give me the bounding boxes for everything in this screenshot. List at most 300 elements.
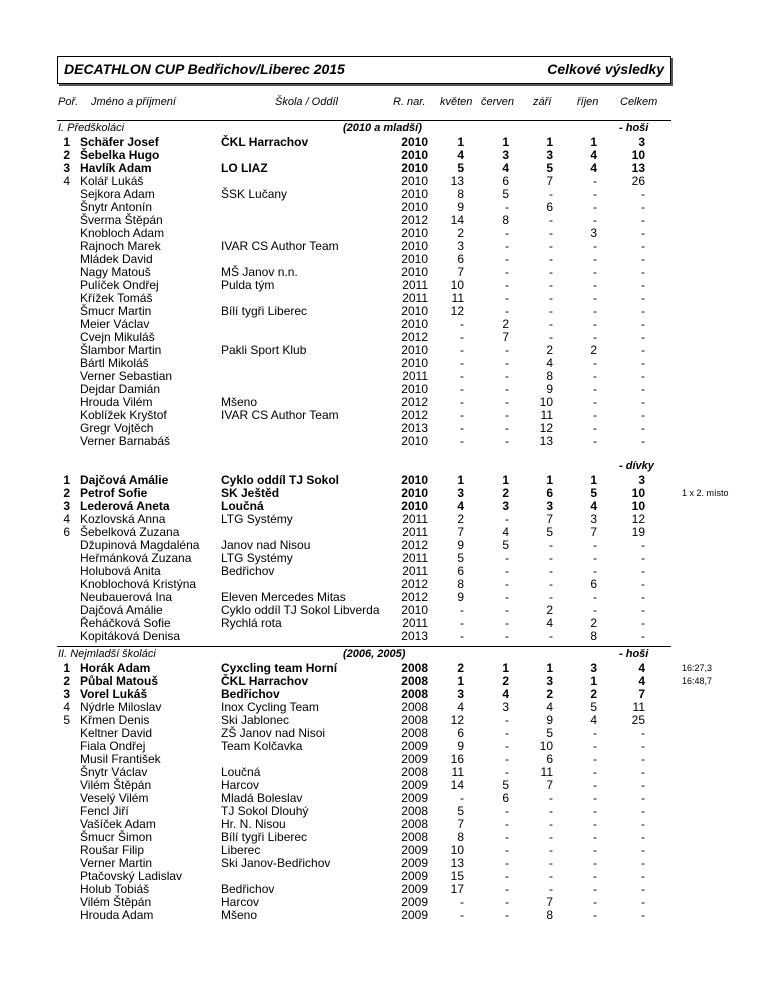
cell-total: 19: [631, 525, 645, 539]
cell-m2: -: [505, 739, 509, 753]
col-header-june: červen: [481, 96, 515, 108]
cell-year: 2008: [401, 804, 428, 818]
cell-total: 25: [631, 713, 645, 727]
cell-year: 2008: [401, 765, 428, 779]
cell-m3: -: [549, 265, 553, 279]
cell-m3: 6: [546, 486, 553, 500]
cell-m1: 5: [457, 161, 464, 175]
cell-total: 13: [631, 161, 645, 175]
cell-m4: -: [593, 739, 597, 753]
cell-club: Cyklo oddíl TJ Sokol: [221, 473, 340, 487]
cell-club: Cyxcling team Horní: [221, 661, 338, 675]
cell-name: Schäfer Josef: [80, 135, 159, 149]
cell-total: -: [641, 356, 645, 370]
cell-total: 4: [638, 661, 645, 675]
cell-name: Knobloch Adam: [80, 226, 165, 240]
cell-m1: -: [460, 434, 464, 448]
cell-m2: -: [505, 856, 509, 870]
cell-club: SK Ještěd: [221, 486, 280, 500]
cell-total: 7: [638, 687, 645, 701]
col-header-club: Škola / Oddíl: [275, 96, 338, 108]
cell-m2: 5: [502, 187, 509, 201]
cell-year: 2010: [401, 135, 428, 149]
cell-total: 12: [631, 512, 645, 526]
cell-m2: 6: [502, 174, 509, 188]
cell-year: 2009: [401, 843, 428, 857]
cell-m3: -: [549, 629, 553, 643]
cell-m1: 2: [457, 512, 464, 526]
col-header-year: R. nar.: [393, 96, 426, 108]
cell-m1: -: [460, 791, 464, 805]
cell-name: Kolář Lukáš: [80, 174, 144, 188]
cell-m2: -: [505, 804, 509, 818]
cell-m4: -: [593, 551, 597, 565]
cell-m2: -: [505, 200, 509, 214]
cell-year: 2010: [401, 382, 428, 396]
cell-m2: -: [505, 304, 509, 318]
cell-pos: 1: [63, 661, 70, 675]
cell-pos: 5: [63, 713, 70, 727]
cell-club: ŠSK Lučany: [221, 187, 288, 201]
cell-m4: 4: [590, 161, 597, 175]
cell-m2: -: [505, 882, 509, 896]
cell-club: Rychlá rota: [221, 616, 282, 630]
cell-m3: -: [549, 843, 553, 857]
cell-m3: 3: [546, 674, 553, 688]
cell-m2: 4: [502, 161, 509, 175]
cell-year: 2013: [401, 421, 428, 435]
cell-m3: -: [549, 882, 553, 896]
cell-m4: -: [593, 830, 597, 844]
cell-total: 3: [638, 135, 645, 149]
cell-m3: 2: [546, 687, 553, 701]
cell-m4: -: [593, 817, 597, 831]
cell-name: Holubová Anita: [80, 564, 161, 578]
cell-name: Mládek David: [80, 252, 153, 266]
cell-total: -: [641, 330, 645, 344]
cell-club: Harcov: [221, 895, 260, 909]
cell-m4: -: [593, 369, 597, 383]
cell-m3: 9: [546, 382, 553, 396]
cell-year: 2010: [401, 486, 428, 500]
cell-m1: 1: [457, 674, 464, 688]
cell-total: -: [641, 882, 645, 896]
cell-pos: 3: [63, 499, 70, 513]
cell-m3: -: [549, 317, 553, 331]
table-row: [0, 909, 768, 922]
cell-year: 2012: [401, 408, 428, 422]
section-category: - dívky: [619, 460, 654, 472]
cell-name: Sejkora Adam: [80, 187, 155, 201]
cell-m4: -: [593, 265, 597, 279]
cell-total: 4: [638, 674, 645, 688]
section-divider: [57, 646, 671, 647]
cell-name: Heřmánková Zuzana: [80, 551, 192, 565]
cell-total: -: [641, 265, 645, 279]
cell-m2: -: [505, 278, 509, 292]
cell-m4: 3: [590, 661, 597, 675]
cell-m2: -: [505, 382, 509, 396]
cell-pos: 2: [63, 486, 70, 500]
cell-m1: 12: [450, 713, 464, 727]
cell-year: 2010: [401, 317, 428, 331]
cell-name: Kozlovská Anna: [80, 512, 166, 526]
cell-club: Liberec: [221, 843, 261, 857]
cell-year: 2008: [401, 687, 428, 701]
cell-m1: -: [460, 616, 464, 630]
cell-name: Půbal Matouš: [80, 674, 159, 688]
cell-year: 2008: [401, 700, 428, 714]
cell-m1: 11: [451, 291, 464, 305]
cell-m4: 1: [590, 135, 597, 149]
cell-m2: -: [505, 343, 509, 357]
cell-m3: 10: [539, 395, 553, 409]
cell-m4: -: [593, 317, 597, 331]
cell-name: Petrof Sofie: [80, 486, 148, 500]
cell-m1: 14: [450, 213, 464, 227]
cell-m2: -: [505, 629, 509, 643]
cell-m1: 12: [450, 304, 464, 318]
cell-m1: 6: [457, 252, 464, 266]
cell-total: -: [641, 291, 645, 305]
cell-name: Cvejn Mikuláš: [80, 330, 155, 344]
cell-m1: 13: [450, 856, 464, 870]
cell-name: Kopitáková Denisa: [80, 629, 181, 643]
cell-year: 2010: [401, 174, 428, 188]
cell-m2: 4: [502, 525, 509, 539]
cell-m3: 11: [540, 765, 553, 779]
cell-m3: -: [549, 577, 553, 591]
cell-total: -: [641, 382, 645, 396]
cell-total: -: [641, 791, 645, 805]
cell-m3: 5: [546, 161, 553, 175]
cell-name: Šnytr Václav: [80, 765, 148, 779]
cell-m3: 10: [539, 739, 553, 753]
cell-m2: -: [505, 356, 509, 370]
cell-total: 10: [631, 148, 645, 162]
cell-m4: -: [593, 908, 597, 922]
cell-m1: 4: [457, 148, 464, 162]
cell-year: 2011: [402, 564, 428, 578]
cell-year: 2009: [401, 752, 428, 766]
cell-m2: -: [505, 564, 509, 578]
cell-m1: 8: [457, 830, 464, 844]
section-divider: [57, 120, 671, 121]
cell-club: Mšeno: [221, 395, 258, 409]
cell-m1: -: [460, 317, 464, 331]
cell-m2: -: [505, 726, 509, 740]
cell-m2: -: [505, 713, 509, 727]
cell-m3: 7: [546, 895, 553, 909]
cell-m3: 6: [546, 752, 553, 766]
cell-m3: -: [549, 551, 553, 565]
cell-m3: -: [549, 330, 553, 344]
cell-m1: 5: [457, 551, 464, 565]
cell-total: -: [641, 629, 645, 643]
cell-name: Nagy Matouš: [80, 265, 151, 279]
cell-name: Rajnoch Marek: [80, 239, 161, 253]
cell-name: Koblížek Kryštof: [80, 408, 167, 422]
cell-name: Křmen Denis: [80, 713, 150, 727]
cell-year: 2010: [401, 161, 428, 175]
cell-total: 11: [632, 700, 645, 714]
cell-name: Šebelka Hugo: [80, 148, 160, 162]
cell-club: IVAR CS Author Team: [221, 239, 339, 253]
cell-year: 2010: [401, 473, 428, 487]
cell-pos: 6: [63, 525, 70, 539]
cell-pos: 1: [63, 473, 70, 487]
col-header-september: září: [533, 96, 552, 108]
cell-m4: -: [593, 330, 597, 344]
cell-name: Knoblochová Kristýna: [80, 577, 197, 591]
cell-total: -: [641, 200, 645, 214]
cell-m1: -: [460, 603, 464, 617]
cell-m1: 6: [457, 564, 464, 578]
cell-name: Dejdar Damián: [80, 382, 161, 396]
cell-name: Džupinová Magdaléna: [80, 538, 200, 552]
cell-m3: 3: [546, 499, 553, 513]
cell-m4: -: [593, 200, 597, 214]
cell-m4: -: [593, 538, 597, 552]
cell-m4: 3: [590, 226, 597, 240]
cell-m1: 1: [457, 135, 464, 149]
cell-m4: -: [593, 421, 597, 435]
cell-year: 2008: [401, 661, 428, 675]
cell-m3: 8: [546, 908, 553, 922]
cell-total: 10: [631, 499, 645, 513]
cell-club: Bílí tygři Liberec: [221, 830, 308, 844]
cell-m4: 4: [590, 713, 597, 727]
cell-m1: 8: [457, 187, 464, 201]
cell-total: -: [641, 564, 645, 578]
cell-club: IVAR CS Author Team: [221, 408, 339, 422]
cell-club: ČKL Harrachov: [221, 674, 309, 688]
cell-m1: 3: [457, 687, 464, 701]
cell-year: 2009: [401, 869, 428, 883]
cell-m1: 15: [450, 869, 464, 883]
cell-m2: -: [505, 408, 509, 422]
cell-pos: 4: [63, 174, 70, 188]
cell-club: Hr. N. Nisou: [221, 817, 286, 831]
cell-m2: -: [505, 765, 509, 779]
cell-m1: -: [460, 629, 464, 643]
cell-m3: 9: [546, 713, 553, 727]
cell-m1: 2: [457, 661, 464, 675]
cell-year: 2012: [401, 590, 428, 604]
cell-m3: -: [549, 538, 553, 552]
cell-year: 2010: [401, 304, 428, 318]
cell-m4: -: [593, 408, 597, 422]
cell-m4: -: [593, 843, 597, 857]
cell-m3: 2: [546, 343, 553, 357]
cell-m1: 1: [457, 473, 464, 487]
cell-m3: 5: [546, 525, 553, 539]
title-bar: [57, 56, 671, 84]
cell-m4: -: [593, 239, 597, 253]
cell-total: 3: [638, 473, 645, 487]
cell-m2: -: [505, 395, 509, 409]
cell-club: Bedřichov: [221, 687, 280, 701]
cell-m1: 9: [457, 538, 464, 552]
cell-m2: -: [505, 421, 509, 435]
cell-m4: -: [593, 382, 597, 396]
cell-m1: -: [460, 908, 464, 922]
cell-m2: -: [505, 869, 509, 883]
cell-m1: 8: [457, 577, 464, 591]
cell-m3: -: [549, 869, 553, 883]
cell-name: Šnytr Antonín: [80, 200, 153, 214]
cell-name: Veselý Vilém: [80, 791, 149, 805]
cell-pos: 3: [63, 161, 70, 175]
cell-m3: 3: [546, 148, 553, 162]
cell-club: ČKL Harrachov: [221, 135, 309, 149]
cell-name: Horák Adam: [80, 661, 151, 675]
cell-m2: -: [505, 616, 509, 630]
document-title: DECATHLON CUP Bedřichov/Liberec 2015: [64, 61, 345, 77]
cell-club: Ski Janov-Bedřichov: [221, 856, 331, 870]
cell-club: MŠ Janov n.n.: [221, 265, 298, 279]
cell-name: Vilém Štěpán: [80, 895, 152, 909]
cell-m3: 8: [546, 369, 553, 383]
cell-m3: 7: [546, 778, 553, 792]
cell-m4: -: [593, 356, 597, 370]
cell-m2: -: [505, 830, 509, 844]
cell-name: Šmucr Martin: [80, 304, 152, 318]
cell-year: 2010: [401, 343, 428, 357]
cell-m3: -: [549, 291, 553, 305]
cell-m4: -: [593, 278, 597, 292]
cell-total: -: [641, 395, 645, 409]
cell-m3: 12: [539, 421, 553, 435]
cell-total: -: [641, 590, 645, 604]
cell-total: -: [641, 765, 645, 779]
cell-m1: 14: [450, 778, 464, 792]
cell-m2: -: [505, 895, 509, 909]
cell-total: -: [641, 213, 645, 227]
cell-m2: 4: [502, 687, 509, 701]
cell-year: 2010: [401, 187, 428, 201]
cell-m3: 2: [546, 603, 553, 617]
cell-m3: -: [549, 791, 553, 805]
cell-m1: -: [460, 395, 464, 409]
cell-m4: -: [593, 304, 597, 318]
cell-total: -: [641, 908, 645, 922]
cell-m1: -: [460, 330, 464, 344]
cell-name: Šlambor Martin: [80, 343, 162, 357]
cell-year: 2008: [401, 726, 428, 740]
section-years: (2006, 2005): [343, 648, 406, 660]
col-header-pos: Poř.: [58, 96, 79, 108]
cell-m4: -: [593, 291, 597, 305]
cell-name: Šebelková Zuzana: [80, 525, 180, 539]
cell-m2: -: [505, 752, 509, 766]
cell-year: 2012: [401, 395, 428, 409]
cell-name: Ptačovský Ladislav: [80, 869, 183, 883]
cell-m3: 5: [546, 726, 553, 740]
cell-club: LTG Systémy: [221, 512, 293, 526]
cell-m1: 2: [457, 226, 464, 240]
cell-name: Neubauerová Ina: [80, 590, 173, 604]
cell-club: Cyklo oddíl TJ Sokol Libverda: [221, 603, 380, 617]
cell-name: Bártl Mikoláš: [80, 356, 149, 370]
cell-m4: -: [593, 895, 597, 909]
cell-pos: 3: [63, 687, 70, 701]
cell-m3: -: [549, 213, 553, 227]
cell-m1: 16: [450, 752, 464, 766]
cell-total: -: [641, 304, 645, 318]
cell-club: Mladá Boleslav: [221, 791, 303, 805]
cell-m2: -: [505, 369, 509, 383]
cell-m1: -: [460, 895, 464, 909]
cell-m4: 2: [590, 616, 597, 630]
cell-m2: -: [505, 577, 509, 591]
cell-year: 2010: [401, 252, 428, 266]
section-category: - hoši: [619, 122, 649, 134]
cell-m2: -: [505, 551, 509, 565]
cell-year: 2012: [401, 577, 428, 591]
cell-name: Lederová Aneta: [80, 499, 170, 513]
cell-total: 10: [631, 486, 645, 500]
cell-year: 2010: [401, 226, 428, 240]
cell-name: Holub Tobiáš: [80, 882, 150, 896]
cell-total: -: [641, 843, 645, 857]
cell-total: -: [641, 778, 645, 792]
cell-m4: 3: [590, 512, 597, 526]
cell-m1: 7: [457, 525, 464, 539]
cell-year: 2010: [401, 265, 428, 279]
cell-m3: 13: [539, 434, 553, 448]
cell-total: -: [641, 538, 645, 552]
cell-m1: 7: [457, 817, 464, 831]
cell-m2: -: [505, 512, 509, 526]
cell-m1: -: [460, 408, 464, 422]
cell-total: -: [641, 551, 645, 565]
cell-m3: -: [549, 590, 553, 604]
cell-m3: -: [549, 304, 553, 318]
cell-total: -: [641, 856, 645, 870]
cell-name: Keltner David: [80, 726, 153, 740]
cell-club: Mšeno: [221, 908, 258, 922]
cell-club: Loučná: [221, 765, 261, 779]
cell-m2: 5: [502, 778, 509, 792]
cell-name: Pulíček Ondřej: [80, 278, 159, 292]
cell-year: 2009: [401, 791, 428, 805]
cell-total: -: [641, 343, 645, 357]
cell-total: -: [641, 817, 645, 831]
cell-m3: -: [549, 239, 553, 253]
cell-pos: 4: [63, 700, 70, 714]
cell-note: 16:27,3: [682, 663, 713, 673]
cell-year: 2010: [401, 356, 428, 370]
cell-m2: 1: [502, 661, 509, 675]
col-header-october: říjen: [577, 96, 599, 108]
cell-m1: -: [460, 382, 464, 396]
section-years: (2010 a mladší): [343, 122, 422, 134]
cell-name: Fencl Jiří: [80, 804, 129, 818]
cell-m2: 3: [502, 700, 509, 714]
cell-m3: -: [549, 564, 553, 578]
cell-m3: 1: [546, 661, 553, 675]
cell-name: Gregr Vojtěch: [80, 421, 154, 435]
cell-total: -: [641, 252, 645, 266]
cell-club: Loučná: [221, 499, 264, 513]
cell-pos: 2: [63, 674, 70, 688]
cell-m1: 4: [457, 700, 464, 714]
cell-m3: 4: [546, 356, 553, 370]
cell-total: -: [641, 408, 645, 422]
cell-m2: -: [505, 590, 509, 604]
cell-name: Havlík Adam: [80, 161, 152, 175]
